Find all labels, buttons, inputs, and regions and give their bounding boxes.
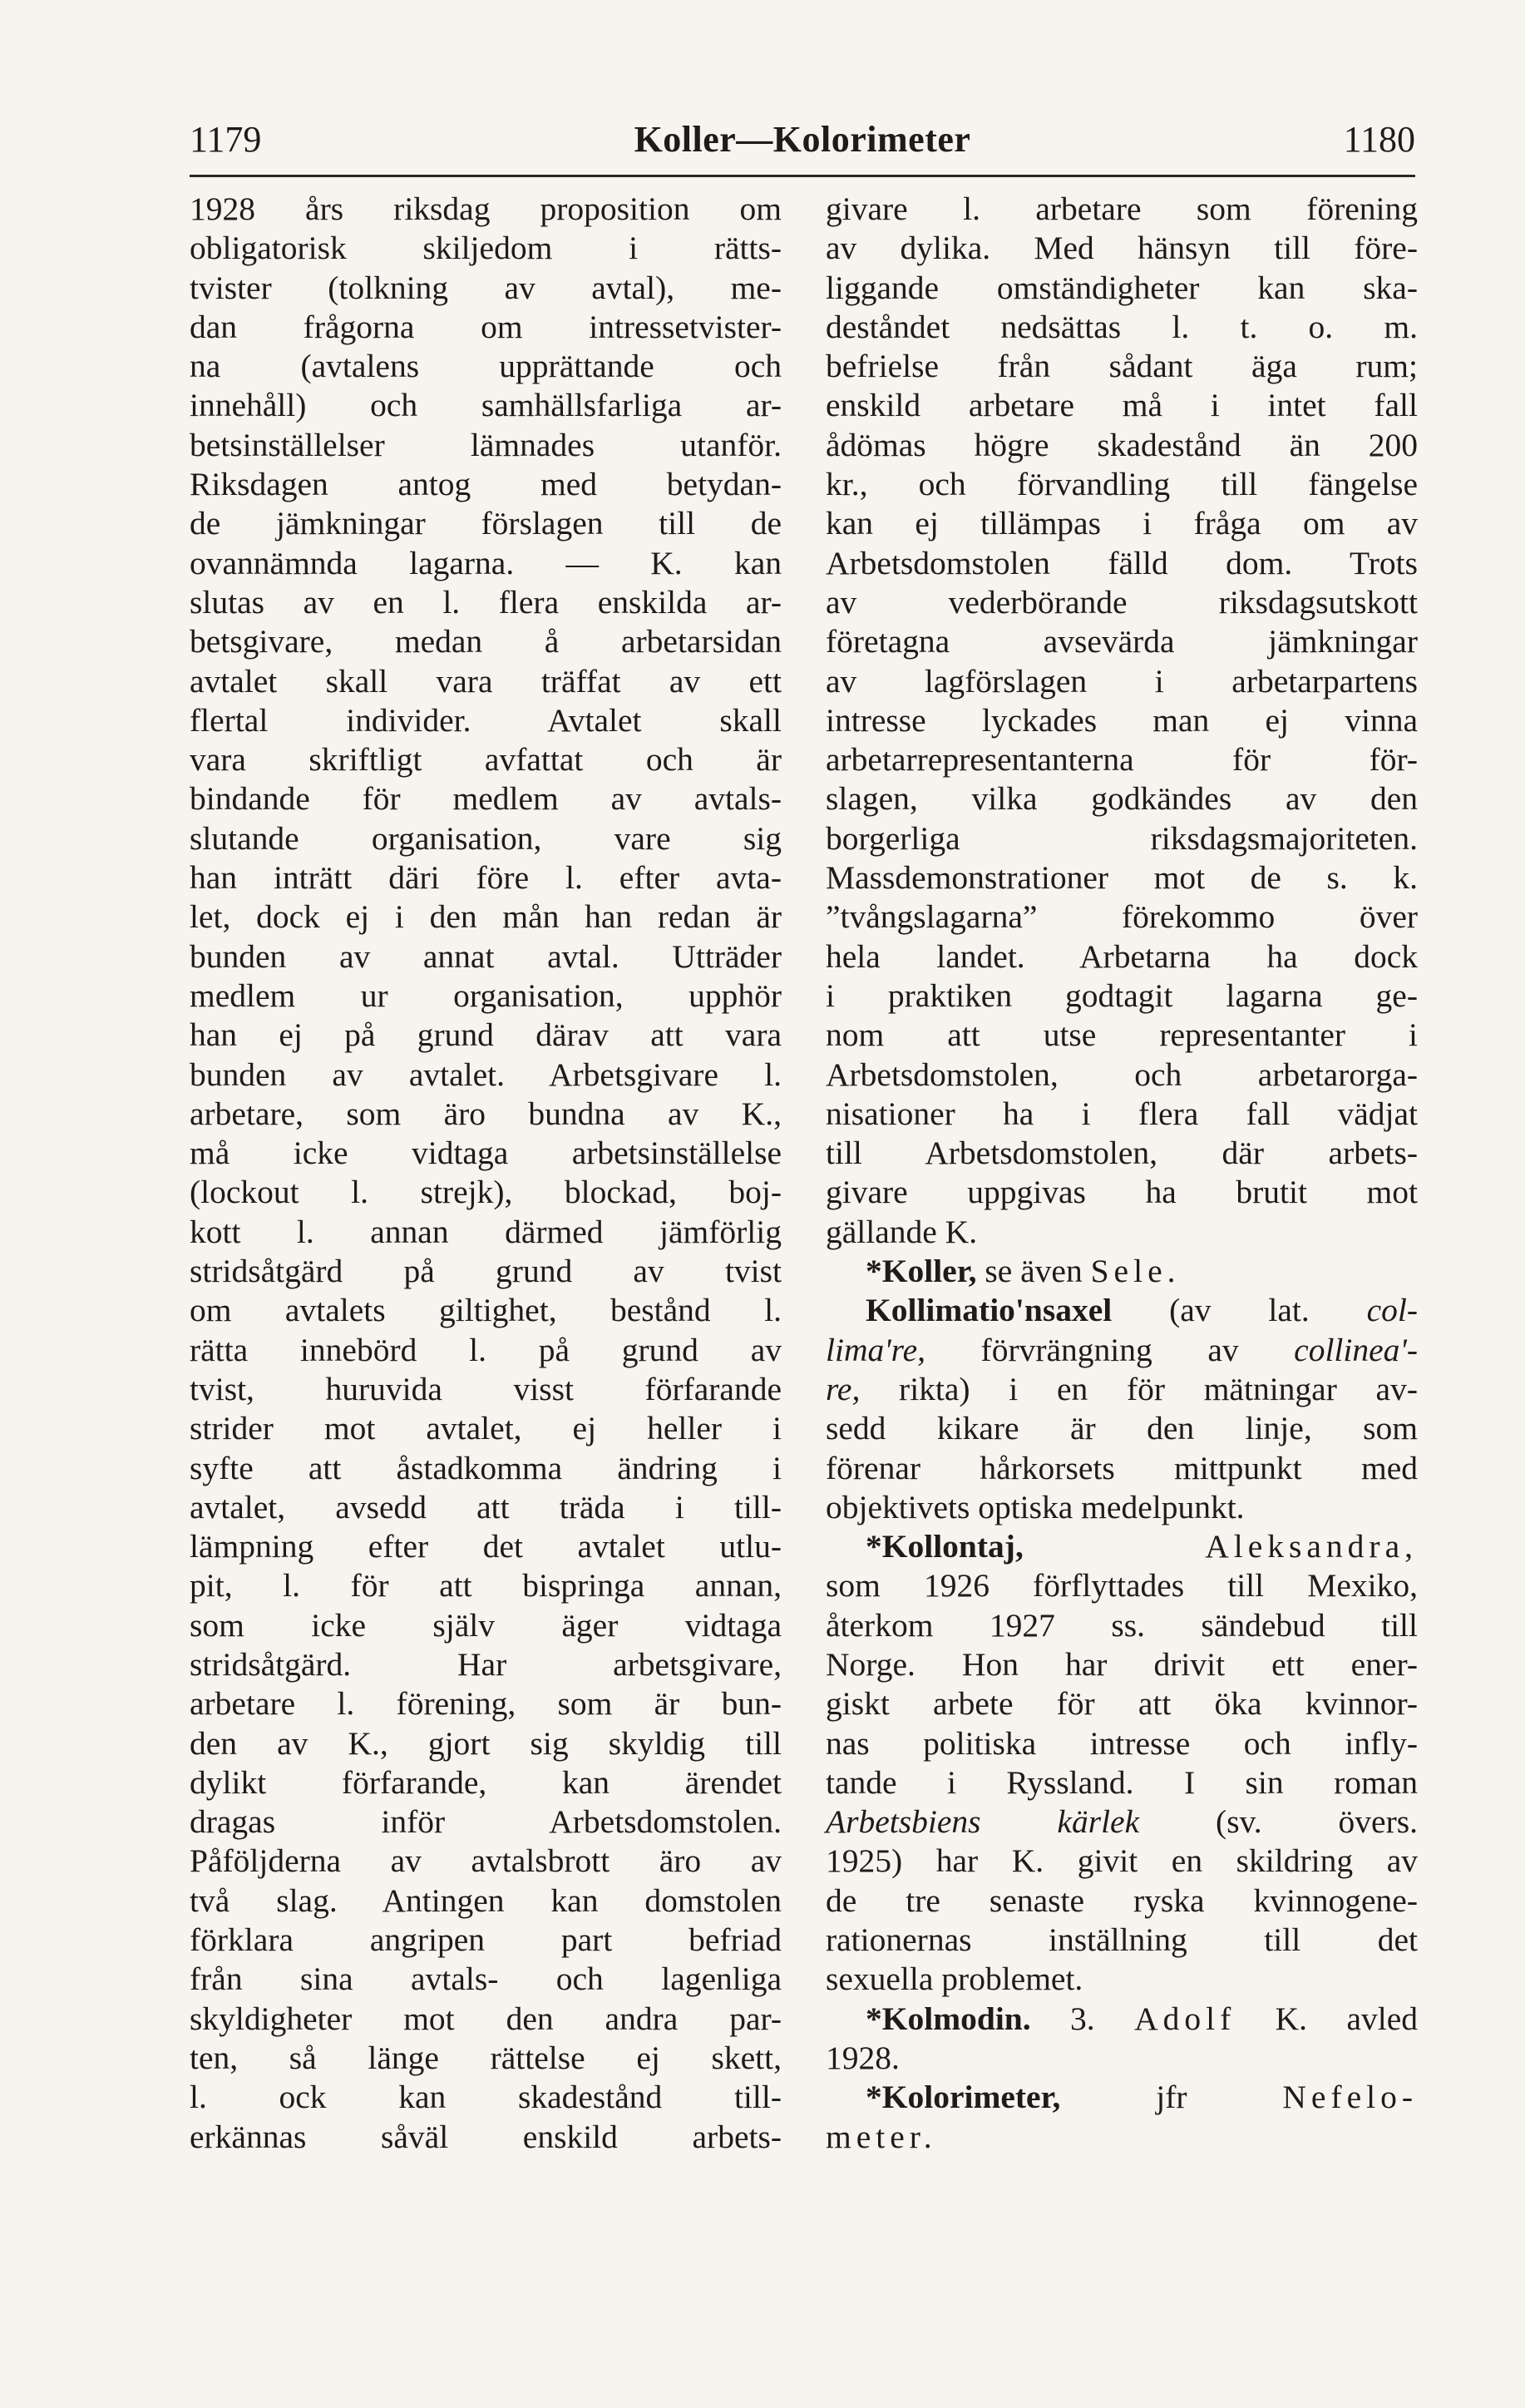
text-line: ådömas högre skadestånd än 200	[826, 426, 1418, 463]
text-line: må icke vidtaga arbetsinställelse	[190, 1135, 782, 1172]
entry-koller: *Koller, se även Sele.	[866, 1253, 1181, 1290]
text-line: från sina avtals- och lagenliga	[190, 1961, 782, 1998]
text-line: slagen, vilka godkändes av den	[826, 780, 1418, 818]
text-line: företagna avsevärda jämkningar	[826, 623, 1418, 660]
text-line: av vederbörande riksdagsutskott	[826, 583, 1418, 621]
page-number-right: 1180	[1343, 119, 1415, 160]
text-line: erkännas såväl enskild arbets-	[190, 2118, 782, 2155]
text-line: av lagförslagen i arbetarpartens	[826, 662, 1418, 700]
text-line: Arbetsdomstolen, och arbetarorga-	[826, 1056, 1418, 1093]
header-rule	[190, 175, 1415, 177]
entry-kollimationsaxel-head: Kollimatio'nsaxel	[866, 1292, 1113, 1329]
text-line: den av K., gjort sig skyldig till	[190, 1724, 782, 1762]
text-line: förklara angripen part befriad	[190, 1921, 782, 1959]
text-line: avtalet skall vara träffat av ett	[190, 662, 782, 700]
text-line: rätta innebörd l. på grund av	[190, 1331, 782, 1368]
text-line: kott l. annan därmed jämförlig	[190, 1213, 782, 1250]
text-line: enskild arbetare må i intet fall	[826, 387, 1418, 424]
text-line: lämpning efter det avtalet utlu-	[190, 1528, 782, 1565]
text-line: han ej på grund därav att vara	[190, 1016, 782, 1054]
text-line: (lockout l. strejk), blockad, boj-	[190, 1174, 782, 1211]
kollektivavtal-continuation	[826, 190, 1418, 1252]
text-line: om avtalets giltighet, bestånd l.	[190, 1292, 782, 1329]
text-line: Arbetsdomstolen fälld dom. Trots	[826, 544, 1418, 581]
text-line: nom att utse representanter i	[826, 1016, 1418, 1054]
text-line: dan frågorna om intressetvister-	[190, 308, 782, 345]
text-line: ”tvångslagarna” förekommo över	[826, 898, 1418, 936]
text-line: ten, så länge rättelse ej skett,	[190, 2039, 782, 2076]
right-column	[826, 190, 1418, 2157]
text-line: vara skriftligt avfattat och är	[190, 741, 782, 779]
text-line: betsinställelser lämnades utanför.	[190, 426, 782, 463]
text-line: flertal individer. Avtalet skall	[190, 701, 782, 739]
running-title: Koller—Kolorimeter	[634, 119, 971, 160]
text-line: Påföljderna av avtalsbrott äro av	[190, 1842, 782, 1880]
text-line: i praktiken godtagit lagarna ge-	[826, 977, 1418, 1014]
text-line: två slag. Antingen kan domstolen	[190, 1881, 782, 1919]
text-line: liggande omständigheter kan ska-	[826, 269, 1418, 306]
text-line: givare l. arbetare som förening	[826, 190, 1418, 227]
text-line: tvister (tolkning av avtal), me-	[190, 269, 782, 306]
text-line: l. ock kan skadestånd till-	[190, 2079, 782, 2116]
text-line: bunden av annat avtal. Utträder	[190, 937, 782, 975]
text-line: bindande för medlem av avtals-	[190, 780, 782, 818]
text-line: pit, l. för att bispringa annan,	[190, 1567, 782, 1605]
text-line: borgerliga riksdagsmajoriteten.	[826, 819, 1418, 857]
text-line: obligatorisk skiljedom i rätts-	[190, 230, 782, 267]
text-line: slutande organisation, vare sig	[190, 819, 782, 857]
running-header	[190, 110, 1415, 170]
text-line: kr., och förvandling till fängelse	[826, 466, 1418, 503]
text-line: Massdemonstrationer mot de s. k.	[826, 859, 1418, 897]
text-line: arbetare, som äro bundna av K.,	[190, 1095, 782, 1132]
text-line: hela landet. Arbetarna ha dock	[826, 937, 1418, 975]
entry-kolmodin-head: *Kolmodin.	[866, 2000, 1031, 2037]
text-line: bunden av avtalet. Arbetsgivare l.	[190, 1056, 782, 1093]
entry-kollimationsaxel: Kollimatio'nsaxel (av lat. col- lima're, förvrängning av collinea'- re, rikta) i en för mätningar av- sedd kikare är den linje, som förenar hårkorsets mittpunkt med objektivets optiska medelpunkt.	[826, 1292, 1418, 1525]
text-line: innehåll) och samhällsfarliga ar-	[190, 387, 782, 424]
text-line: syfte att åstadkomma ändring i	[190, 1449, 782, 1486]
entry-kollontaj: *Kollontaj, Aleksandra, som 1926 förflyttades till Mexiko, återkom 1927 ss. sändebud till Norge. Hon har drivit ett ener- giskt arbete för att öka kvinnor- nas politiska intresse och infly- tande i Ryssland. I sin roman Arbetsbiens kärlek (sv. övers. 1925) har K. givit en skildring av de tre senaste ryska kvinnogene- rationernas inställning till det sexuella problemet.	[826, 1528, 1418, 1998]
text-line: 1928 års riksdag proposition om	[190, 190, 782, 227]
text-line: stridsåtgärd. Har arbetsgivare,	[190, 1645, 782, 1683]
entry-kolmodin: *Kolmodin. 3. Adolf K. avled 1928.	[826, 2000, 1418, 2076]
entry-koller-head: *Koller,	[866, 1253, 977, 1290]
text-line: kan ej tillämpas i fråga om av	[826, 505, 1418, 542]
text-line: Riksdagen antog med betydan-	[190, 466, 782, 503]
text-line: betsgivare, medan å arbetarsidan	[190, 623, 782, 660]
text-line: na (avtalens upprättande och	[190, 348, 782, 385]
text-line: givare uppgivas ha brutit mot	[826, 1174, 1418, 1211]
text-line: han inträtt däri före l. efter avta-	[190, 859, 782, 897]
entry-koller-ref: Sele.	[1090, 1253, 1181, 1290]
text-line: deståndet nedsättas l. t. o. m.	[826, 308, 1418, 345]
text-line: de jämkningar förslagen till de	[190, 505, 782, 542]
entry-kollontaj-name: Aleksandra,	[1205, 1528, 1418, 1565]
entry-kolorimeter-head: *Kolorimeter,	[866, 2079, 1061, 2116]
text-line: dragas inför Arbetsdomstolen.	[190, 1803, 782, 1841]
text-line: nisationer ha i flera fall vädjat	[826, 1095, 1418, 1132]
text-line: intresse lyckades man ej vinna	[826, 701, 1418, 739]
text-line: till Arbetsdomstolen, där arbets-	[826, 1135, 1418, 1172]
text-line: avtalet, avsedd att träda i till-	[190, 1488, 782, 1525]
text-line: befrielse från sådant äga rum;	[826, 348, 1418, 385]
text-line: dylikt förfarande, kan ärendet	[190, 1763, 782, 1801]
text-line: som icke själv äger vidtaga	[190, 1606, 782, 1644]
page-number-left: 1179	[190, 119, 262, 160]
text-line: let, dock ej i den mån han redan är	[190, 898, 782, 936]
text-line: slutas av en l. flera enskilda ar-	[190, 583, 782, 621]
text-line: av dylika. Med hänsyn till före-	[826, 230, 1418, 267]
entry-kolorimeter: *Kolorimeter, jfr Nefelo- meter.	[826, 2079, 1418, 2155]
text-line: skyldigheter mot den andra par-	[190, 2000, 782, 2037]
text-line: arbetare l. förening, som är bun-	[190, 1685, 782, 1723]
text-line: stridsåtgärd på grund av tvist	[190, 1253, 782, 1290]
text-line: gällande K.	[826, 1213, 978, 1250]
text-line: strider mot avtalet, ej heller i	[190, 1410, 782, 1447]
entry-kollontaj-head: *Kollontaj,	[866, 1528, 1024, 1565]
text-line: arbetarrepresentanterna för för-	[826, 741, 1418, 779]
book-title: Arbetsbiens kärlek	[826, 1803, 1140, 1841]
text-line: tvist, huruvida visst förfarande	[190, 1370, 782, 1407]
left-column	[190, 190, 782, 2157]
text-line: medlem ur organisation, upphör	[190, 977, 782, 1014]
text-line: ovannämnda lagarna. — K. kan	[190, 544, 782, 581]
